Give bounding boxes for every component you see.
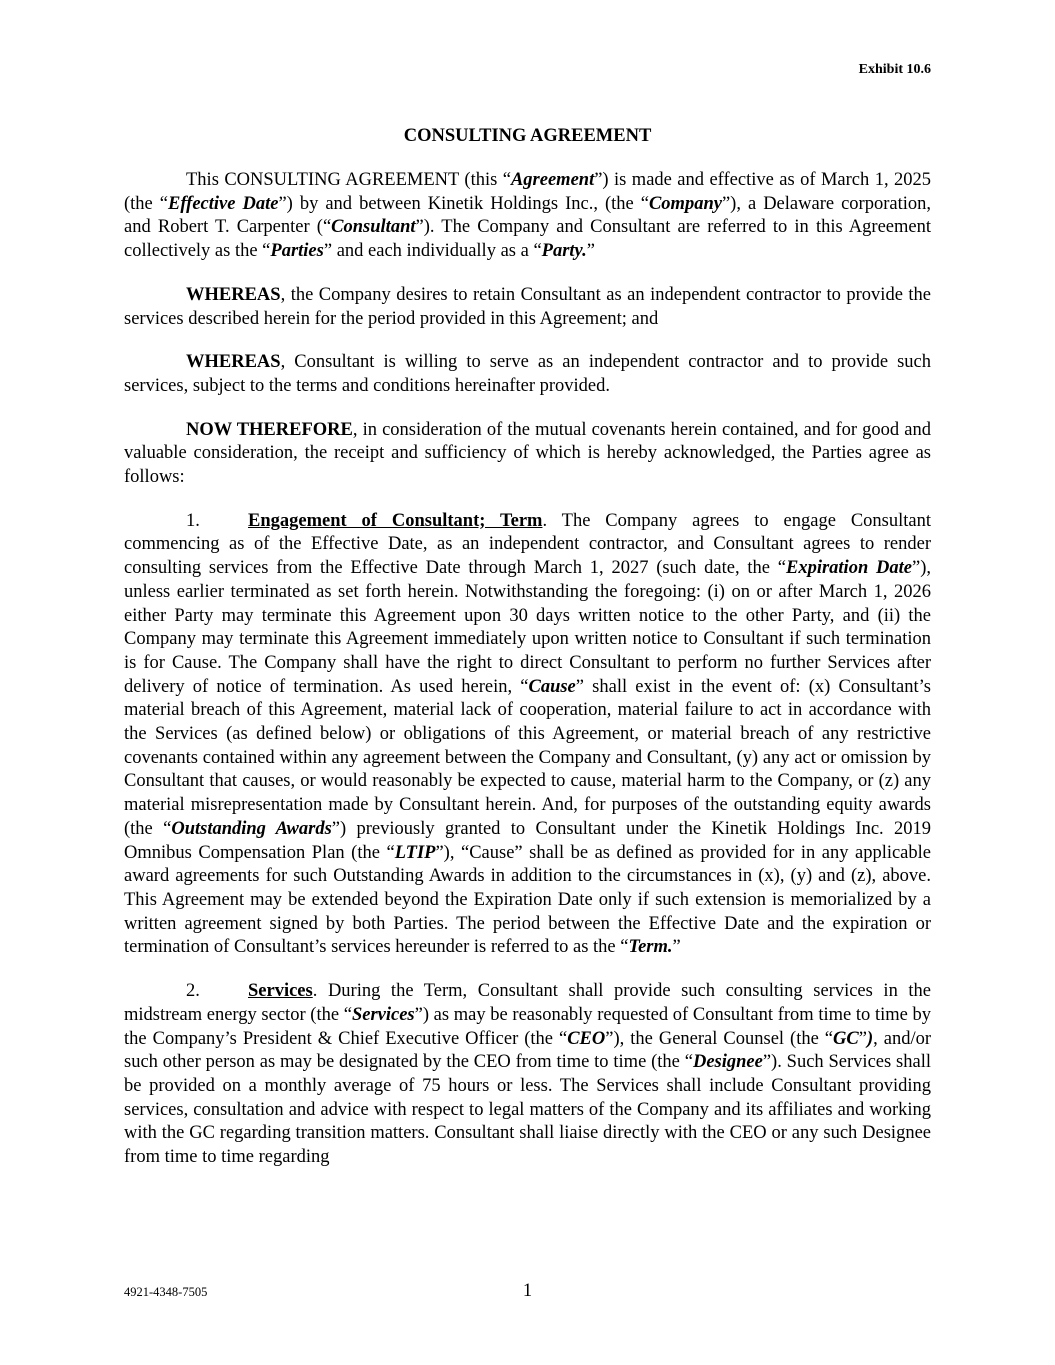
section-1-paragraph: 1. Engagement of Consultant; Term. The Company agrees to engage Consultant commencing as of the Effective Date, as an independent contractor, and Consultant agrees to render consulting services from the Effective Date through March 1, 2027 (such date, the “Expiration Date”), unless earlier terminated as set forth herein. Notwithstanding the foregoing: (i) on or after March 1, 2026 either Party may terminate this Agreement upon 30 days written notice to the other Party, and (ii) the Company may terminate this Agreement immediately upon written notice to Consultant if such termination is for Cause. The Company shall have the right to direct Consultant to perform no further Services after delivery of notice of termination. As used herein, “Cause” shall exist in the event of: (x) Consultant’s material breach of this Agreement, material lack of cooperation, material failure to act in accordance with the Services (as defined below) or obligations of this Agreement, or material breach of any restrictive covenants contained within any agreement between the Company and Consultant, (y) any act or omission by Consultant that causes, or would reasonably be expected to cause, material harm to the Company, or (z) any material misrepresentation made by Consultant herein. And, for purposes of the outstanding equity awards (the “Outstanding Awards”) previously granted to Consultant under the Kinetik Holdings Inc. 2019 Omnibus Compensation Plan (the “LTIP”), “Cause” shall be as defined as provided for in any applicable award agreements for such Outstanding Awards in addition to the circumstances in (x), (y) and (z), above. This Agreement may be extended beyond the Expiration Date only if such extension is memorialized by a written agreement signed by both Parties. The period between the Effective Date and the expiration or termination of Consultant’s services hereunder is referred to as the “Term.” (124, 510, 932, 958)
defined-term: Expiration Date (785, 558, 912, 579)
defined-term: Outstanding Awards (171, 818, 332, 839)
defined-term: Company (648, 193, 722, 214)
section-2-paragraph: 2. Services. During the Term, Consultant shall provide such consulting services in the midstream energy sector (the “Services”) as may be reasonably requested of Consultant from time to time by the Company’s President & Chief Executive Officer (the “CEO”), the General Counsel (the “GC”), and/or such other person as may be designated by the CEO from time to time (the “Designee”). Such Services shall be provided on a monthly average of 75 hours or less. The Services shall include Consultant providing services, consultation and advice with respect to legal matters of the Company and its affiliates and working with the GC regarding transition matters. Consultant shall liaise directly with the CEO or any such Designee from time to time regarding (124, 981, 931, 1168)
recital-paragraph: This CONSULTING AGREEMENT (this “Agreement”) is made and effective as of March 1, 2025 (the “Effective Date”) by and between Kinetik Holdings Inc., (the “Company”), a Delaware corporation, and Robert T. Carpenter (“Consultant”). The Company and Consultant are referred to in this Agreement collectively as the “Parties” and each individually as a “Party.” (124, 170, 932, 262)
section-heading: Engagement of Consultant; Term (248, 510, 543, 531)
defined-term: LTIP (394, 842, 436, 863)
defined-term: Consultant (331, 217, 416, 238)
defined-term: Parties (270, 241, 324, 262)
document-id: 4921-4348-7505 (124, 1285, 208, 1299)
now-therefore-paragraph: NOW THEREFORE, in consideration of the mutual covenants herein contained, and for good and valuable consideration, the receipt and sufficiency of which is hereby acknowledged, the Parties agree as follows: (124, 419, 931, 488)
whereas-paragraph-2: WHEREAS, Consultant is willing to serve as an independent contractor and to provide such services, subject to the terms and conditions hereinafter provided. (124, 352, 931, 396)
document-title: CONSULTING AGREEMENT (403, 126, 652, 146)
defined-term: Effective Date (168, 193, 279, 214)
defined-term: Party. (541, 241, 587, 262)
defined-term: GC (833, 1028, 859, 1049)
exhibit-label: Exhibit 10.6 (858, 62, 931, 77)
section-heading: Services (248, 981, 313, 1002)
defined-term: Services (351, 1004, 415, 1025)
defined-term: Term. (628, 937, 673, 958)
section-number: 2. (186, 981, 200, 1002)
defined-term: Agreement (510, 170, 595, 190)
whereas-paragraph-1: WHEREAS, the Company desires to retain Consultant as an independent contractor to provide the services described herein for the period provided in this Agreement; and (124, 284, 931, 329)
document-body (124, 169, 931, 1190)
defined-term: Cause (528, 676, 576, 697)
page-number: 1 (522, 1281, 533, 1301)
section-number: 1. (186, 510, 200, 531)
defined-term: Designee (692, 1052, 763, 1073)
defined-term: CEO (567, 1028, 606, 1049)
